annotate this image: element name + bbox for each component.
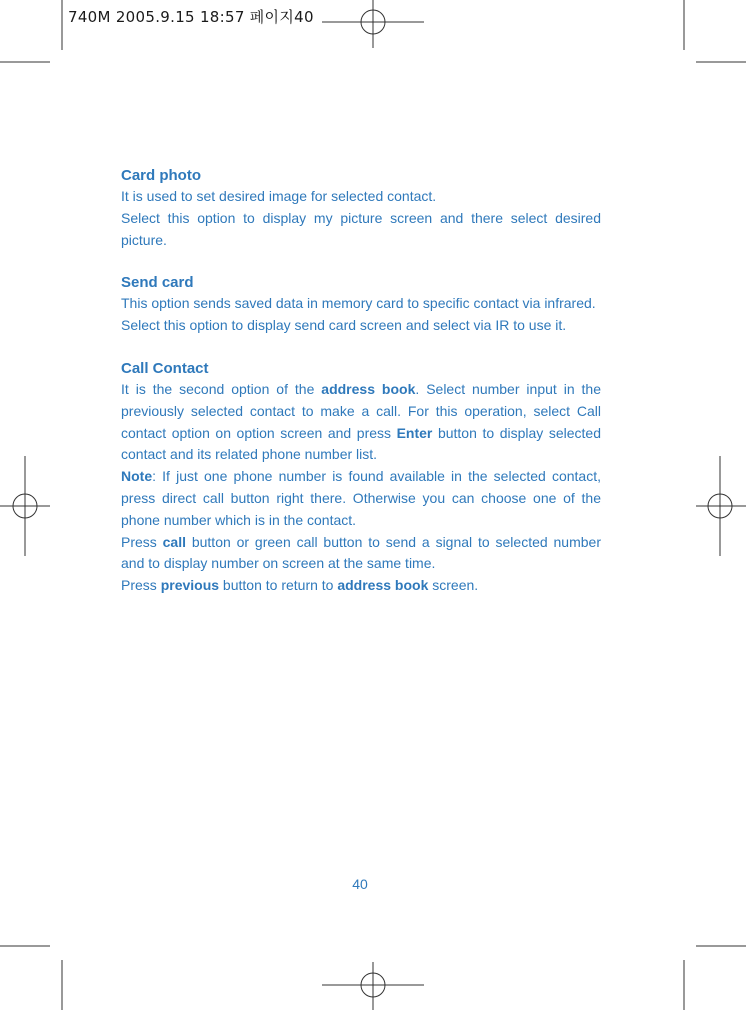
registration-mark-top xyxy=(322,0,424,48)
registration-mark-right xyxy=(696,456,746,556)
term-address-book-2: address book xyxy=(337,577,429,594)
page-number: 40 xyxy=(352,876,368,892)
section-gap xyxy=(121,251,601,271)
section-gap xyxy=(121,337,601,357)
term-call: call xyxy=(162,533,186,550)
call-contact-note: Note: If just one phone number is found available in the selected contact, press direct call button right there. Otherwise you can choose one of the phone number which is in the contact. xyxy=(121,468,601,528)
term-enter: Enter xyxy=(396,424,433,441)
call-contact-press-call: Press call button or green call button to send a signal to selected number and to display number on screen at the same time. xyxy=(121,533,601,572)
term-previous: previous xyxy=(160,577,220,594)
heading-send-card: Send card xyxy=(121,274,194,292)
heading-call-contact: Call Contact xyxy=(121,359,209,377)
send-card-desc: This option sends saved data in memory card to specific contact via infrared. xyxy=(121,295,596,312)
call-contact-desc: It is the second option of the address book. Select number input in the previously selected contact to make a call. For this operation, select Call contact option on option screen and press Enter button to display selected contact and its related phone number list. xyxy=(121,380,602,463)
term-address-book: address book xyxy=(321,380,416,397)
page-content xyxy=(121,164,601,597)
heading-card-photo: Card photo xyxy=(121,167,201,184)
registration-mark-bottom xyxy=(322,962,424,1010)
note-label: Note xyxy=(121,468,153,485)
print-slug: 740M 2005.9.15 18:57 페이지40 xyxy=(68,8,314,26)
card-photo-desc: It is used to set desired image for selected contact. xyxy=(121,188,437,204)
call-contact-press-previous: Press previous button to return to address book screen. xyxy=(121,577,479,594)
registration-mark-left xyxy=(0,456,50,556)
card-photo-instruction: Select this option to display my picture screen and there select desired picture. xyxy=(121,209,601,248)
send-card-instruction: Select this option to display send card screen and select via IR to use it. xyxy=(121,317,567,334)
